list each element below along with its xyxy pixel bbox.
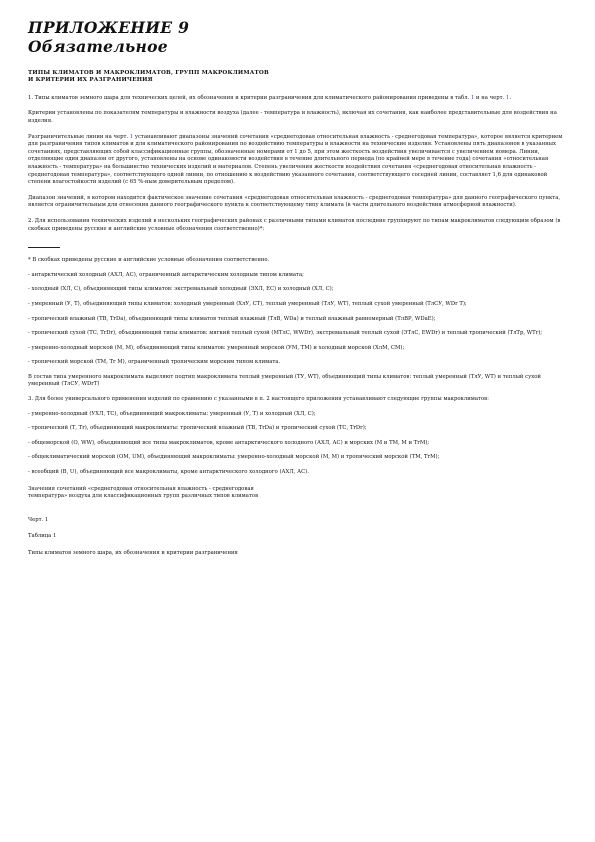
paragraph-2: Критерии установлены по показателям температуры и влажности воздуха (далее - температура и влажность), включая их сочетания, как наиболее представительные для воздействия на изделия. bbox=[28, 110, 557, 124]
list-item: - всеобщий (В, U), объединяющий все макроклиматы, кроме антарктического холодного (АХЛ, АС). bbox=[28, 469, 309, 476]
document-page bbox=[28, 18, 568, 558]
list-item: - тропический сухой (ТС, TrDr), объединяющий типы климатов: мягкий теплый сухой (МТлС, WWDr), экстремальный теплый сухой (ЭТлС, EWDr) и теплый тропический (ТлТр, WTr); bbox=[28, 330, 543, 337]
paragraph-4: Диапазон значений, в котором находится фактическое значение сочетания «среднегодовая относительная влажность - среднегодовая температура» для данного географического пункта, является ограничительным для отнесения данного географического пункта к соответствующему типу климата (в части длительного воздействия атмосферной влажности). bbox=[28, 194, 561, 209]
list-item: - общеморской (О, WW), объединяющий все типы макроклиматов, кроме антарктического холодного (АХЛ, АС) и морских (М и ТМ, М и TrM); bbox=[28, 439, 430, 446]
paragraph-5: 2. Для использования технических изделий в нескольких географических районах с различными типами климатов последние группируют по типам макроклиматов следующим образом (в скобках приведены русские и английские условные обозначения соответственно)*: bbox=[28, 217, 561, 232]
section-heading: ТИПЫ КЛИМАТОВ И МАКРОКЛИМАТОВ, ГРУПП МАКРОКЛИМАТОВ И КРИТЕРИИ ИХ РАЗГРАНИЧЕНИЯ bbox=[28, 70, 269, 84]
list-item: - умеренно-холодный морской (М, M), объединяющий типы климатов: умеренный морской (УМ, TM) и холодный морской (ХлМ, CM); bbox=[28, 344, 405, 351]
paragraph-3: Разграничительные линии на черт. 1 устанавливают диапазоны значений сочетания «среднегодовая относительная влажность - среднегодовая температура», которое является критерием для разграничения типов климатов и для климатического районирования по воздействию температуры и влажности на технические изделия. Установлены пять диапазонов в указанных сочетаниях, представляющих собой классификационные группы, обозначенные номерами от 1 до 5, при этом жесткость воздействия увеличивается с увеличением номера. Линии, отделяющие один диапазон от другого, установлены на основе одинаковости воздействия в течение длительного периода (по крайней мере в течение года) сочетания «относительная влажность - температура» на большинство технических изделий и материалов. Степень увеличения жесткости воздействия сочетания «среднегодовая относительная влажность - среднегодовая температура», соответствующего одной линии, по отношению к воздействию указанного сочетания, соответствующего соседней линии, составляет 1,6 для одинаковой степени влагостойкости изделий (с 65 %-ным доверительным пределом). bbox=[28, 133, 563, 186]
paragraph-7: 3. Для более универсального применения изделий по сравнению с указанными в п. 2 настоящего приложения устанавливают следующие группы макроклиматов: bbox=[28, 396, 489, 403]
list-item: - тропический морской (ТМ, Tr M), ограниченный тропическим морским типом климата. bbox=[28, 359, 281, 366]
list-item: - антарктический холодный (АХЛ, АС), ограниченный антарктическим холодным типом климата; bbox=[28, 271, 304, 278]
paragraph-1: 1. Типы климатов земного шара для технических целей, их обозначения и критерии разграничения для климатического районирования приведены в табл. 1 и на черт. 1. bbox=[28, 94, 512, 101]
list-item: - умеренно-холодный (УХЛ, ТС), объединяющий макроклиматы: умеренный (У, Т) и холодный (ХЛ, С); bbox=[28, 410, 316, 417]
table-1-link[interactable]: 1 bbox=[470, 94, 475, 101]
paragraph-6: В состав типа умеренного макроклимата выделяют подтип макроклимата теплый умеренный (ТУ, WT), объединяющий типы климатов: теплый умеренный (ТлУ, WT) и теплый сухой умеренный (ТлСУ, WDrT) bbox=[28, 373, 541, 388]
figure-1-link[interactable]: 1 bbox=[505, 94, 510, 101]
appendix-title: ПРИЛОЖЕНИЕ 9 bbox=[28, 18, 190, 37]
footnote: * В скобках приведены русские и английские условные обозначения соответственно. bbox=[28, 257, 270, 264]
appendix-status: Обязательное bbox=[28, 37, 168, 56]
table-title: Типы климатов земного шара, их обозначения и критерии разграничения bbox=[28, 550, 238, 556]
list-item: - общеклиматический морской (ОМ, UM), объединяющий макроклиматы: умеренно-холодный морской (М, M) и тропический морской (ТМ, TrM); bbox=[28, 454, 440, 461]
figure-1-link[interactable]: 1 bbox=[129, 133, 134, 140]
list-item: - тропический влажный (ТВ, TrDa), объединяющий типы климатов теплый влажный (ТлВ, WDa) и теплый влажный равномерный (ТлВР, WDaE); bbox=[28, 315, 436, 322]
figure-label: Черт. 1 bbox=[28, 516, 49, 523]
list-item: - умеренный (У, Т), объединяющий типы климатов: холодный умеренный (ХлУ, СТ), теплый умеренный (ТлУ, WT), теплый сухой умеренный (ТлСУ, WDr T); bbox=[28, 300, 467, 307]
table-label: Таблица 1 bbox=[28, 533, 57, 540]
list-item: - тропический (Т, Tr), объединяющий макроклиматы: тропический влажный (ТВ, TrDa) и тропический сухой (ТС, TrDr); bbox=[28, 425, 367, 432]
figure-caption: Значения сочетаний «среднегодовая относительная влажность - среднегодовая температура» воздуха для классификационных групп различных типов климатов bbox=[28, 485, 259, 500]
list-item: - холодный (ХЛ, С), объединяющий типы климатов: экстремальный холодный (ЭХЛ, ЕС) и холодный (ХЛ, С); bbox=[28, 286, 334, 293]
footnote-divider bbox=[28, 247, 60, 248]
